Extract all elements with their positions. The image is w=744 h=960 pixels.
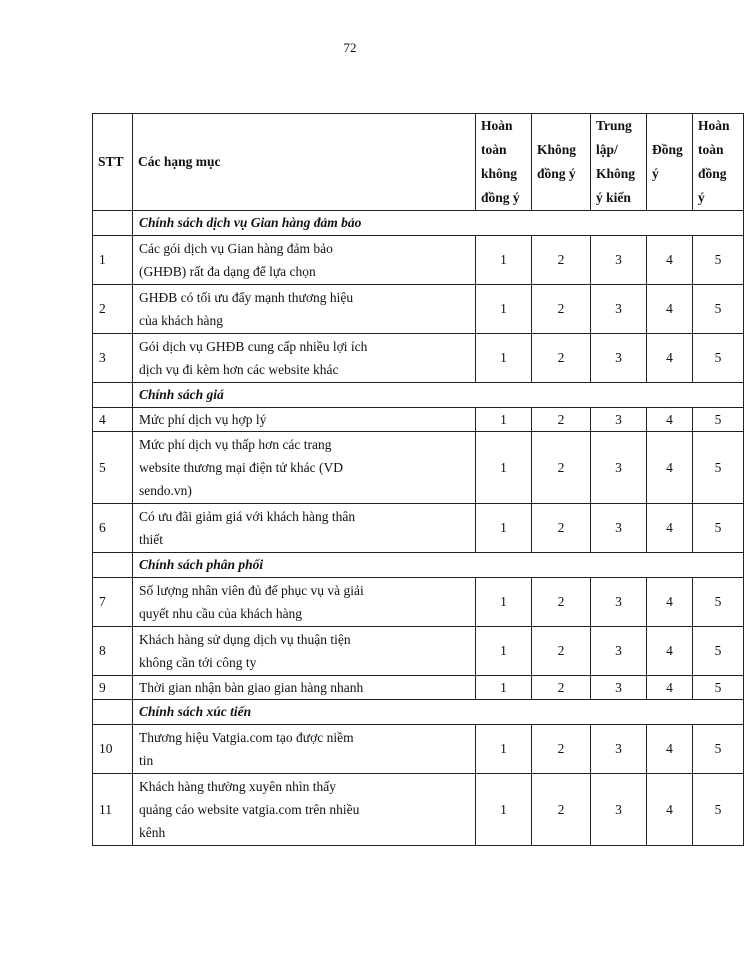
header-item: Các hạng mục bbox=[133, 114, 476, 211]
score-option-4: 4 bbox=[647, 774, 693, 846]
score-option-4: 4 bbox=[647, 408, 693, 432]
score-option-3: 3 bbox=[591, 334, 647, 383]
item-text bbox=[133, 578, 476, 627]
item-text-line: của khách hàng bbox=[139, 313, 223, 328]
item-text bbox=[133, 627, 476, 676]
page-number: 72 bbox=[343, 40, 357, 55]
item-text-line: quyết nhu cầu của khách hàng bbox=[139, 606, 303, 621]
score-option-1: 1 bbox=[476, 774, 532, 846]
table-row bbox=[93, 408, 744, 432]
row-number: 4 bbox=[93, 408, 133, 432]
table-row bbox=[93, 578, 744, 627]
header-line: toàn bbox=[481, 142, 507, 157]
score-option-1: 1 bbox=[476, 236, 532, 285]
table-row bbox=[93, 334, 744, 383]
table-row bbox=[93, 627, 744, 676]
item-text-line: không cần tới công ty bbox=[139, 655, 257, 670]
header-line: ý kiến bbox=[596, 190, 631, 205]
section-blank-cell bbox=[93, 211, 133, 236]
score-option-5: 5 bbox=[693, 285, 744, 334]
item-text-line: Gói dịch vụ GHĐB cung cấp nhiều lợi ích bbox=[139, 339, 368, 354]
item-text-line: quảng cáo website vatgia.com trên nhiều bbox=[139, 802, 360, 817]
item-text-line: Các gói dịch vụ Gian hàng đảm bảo bbox=[139, 241, 333, 256]
header-line: Hoàn bbox=[481, 118, 513, 133]
score-option-2: 2 bbox=[532, 334, 591, 383]
item-text-line: GHĐB có tối ưu đẩy mạnh thương hiệu bbox=[139, 290, 354, 305]
score-option-4: 4 bbox=[647, 432, 693, 504]
score-option-1: 1 bbox=[476, 627, 532, 676]
item-text bbox=[133, 408, 476, 432]
item-text bbox=[133, 432, 476, 504]
score-option-1: 1 bbox=[476, 408, 532, 432]
header-line: đồng ý bbox=[481, 190, 520, 205]
header-line: toàn bbox=[698, 142, 724, 157]
score-option-5: 5 bbox=[693, 774, 744, 846]
item-text-line: Thương hiệu Vatgia.com tạo được niềm bbox=[139, 730, 354, 745]
row-number: 9 bbox=[93, 676, 133, 700]
header-line: đồng bbox=[698, 166, 727, 181]
score-option-4: 4 bbox=[647, 578, 693, 627]
item-text-line: Có ưu đãi giảm giá với khách hàng thân bbox=[139, 509, 356, 524]
item-text-line: Thời gian nhận bàn giao gian hàng nhanh bbox=[139, 680, 364, 695]
section-title: Chính sách giá bbox=[133, 383, 744, 408]
score-option-4: 4 bbox=[647, 504, 693, 553]
section-blank-cell bbox=[93, 700, 133, 725]
score-option-3: 3 bbox=[591, 408, 647, 432]
section-title: Chính sách dịch vụ Gian hàng đảm bảo bbox=[133, 211, 744, 236]
survey-body bbox=[93, 211, 744, 846]
score-option-5: 5 bbox=[693, 236, 744, 285]
header-strongly-agree bbox=[693, 114, 744, 211]
score-option-3: 3 bbox=[591, 578, 647, 627]
score-option-4: 4 bbox=[647, 236, 693, 285]
header-neutral bbox=[591, 114, 647, 211]
row-number: 10 bbox=[93, 725, 133, 774]
header-stt: STT bbox=[93, 114, 133, 211]
section-header-row bbox=[93, 700, 744, 725]
item-text-line: (GHĐB) rất đa dạng để lựa chọn bbox=[139, 264, 316, 279]
item-text-line: thiết bbox=[139, 532, 163, 547]
survey-table bbox=[92, 113, 744, 846]
score-option-2: 2 bbox=[532, 676, 591, 700]
header-disagree bbox=[532, 114, 591, 211]
score-option-3: 3 bbox=[591, 236, 647, 285]
score-option-4: 4 bbox=[647, 725, 693, 774]
table-row bbox=[93, 504, 744, 553]
item-text-line: website thương mại điện tử khác (VD bbox=[139, 460, 343, 475]
header-line: ý bbox=[652, 166, 659, 181]
score-option-4: 4 bbox=[647, 285, 693, 334]
header-line: Không bbox=[537, 142, 577, 157]
table-row bbox=[93, 236, 744, 285]
score-option-5: 5 bbox=[693, 408, 744, 432]
score-option-3: 3 bbox=[591, 774, 647, 846]
table-row bbox=[93, 285, 744, 334]
row-number: 6 bbox=[93, 504, 133, 553]
item-text-line: Khách hàng sử dụng dịch vụ thuận tiện bbox=[139, 632, 351, 647]
score-option-2: 2 bbox=[532, 285, 591, 334]
score-option-1: 1 bbox=[476, 578, 532, 627]
section-blank-cell bbox=[93, 553, 133, 578]
item-text-line: tin bbox=[139, 753, 154, 768]
score-option-5: 5 bbox=[693, 725, 744, 774]
score-option-1: 1 bbox=[476, 504, 532, 553]
table-row bbox=[93, 432, 744, 504]
item-text bbox=[133, 676, 476, 700]
header-line: Đồng bbox=[652, 142, 683, 157]
item-text-line: sendo.vn) bbox=[139, 483, 192, 498]
section-header-row bbox=[93, 553, 744, 578]
header-row bbox=[93, 114, 744, 211]
section-header-row bbox=[93, 211, 744, 236]
table-row bbox=[93, 725, 744, 774]
score-option-1: 1 bbox=[476, 432, 532, 504]
score-option-2: 2 bbox=[532, 236, 591, 285]
score-option-5: 5 bbox=[693, 504, 744, 553]
row-number: 1 bbox=[93, 236, 133, 285]
score-option-1: 1 bbox=[476, 334, 532, 383]
score-option-2: 2 bbox=[532, 504, 591, 553]
row-number: 3 bbox=[93, 334, 133, 383]
table-row bbox=[93, 774, 744, 846]
header-line: lập/ bbox=[596, 142, 618, 157]
header-line: Không bbox=[596, 166, 636, 181]
item-text bbox=[133, 504, 476, 553]
header-strongly-disagree bbox=[476, 114, 532, 211]
score-option-3: 3 bbox=[591, 504, 647, 553]
item-text-line: dịch vụ đi kèm hơn các website khác bbox=[139, 362, 339, 377]
header-line: đồng ý bbox=[537, 166, 576, 181]
score-option-2: 2 bbox=[532, 627, 591, 676]
item-text bbox=[133, 236, 476, 285]
section-title: Chính sách phân phối bbox=[133, 553, 744, 578]
score-option-5: 5 bbox=[693, 676, 744, 700]
score-option-1: 1 bbox=[476, 285, 532, 334]
table-row bbox=[93, 676, 744, 700]
score-option-3: 3 bbox=[591, 676, 647, 700]
score-option-3: 3 bbox=[591, 725, 647, 774]
header-line: ý bbox=[698, 190, 705, 205]
score-option-4: 4 bbox=[647, 627, 693, 676]
row-number: 2 bbox=[93, 285, 133, 334]
header-agree bbox=[647, 114, 693, 211]
score-option-5: 5 bbox=[693, 578, 744, 627]
score-option-2: 2 bbox=[532, 725, 591, 774]
score-option-2: 2 bbox=[532, 432, 591, 504]
item-text bbox=[133, 725, 476, 774]
score-option-3: 3 bbox=[591, 285, 647, 334]
item-text-line: Mức phí dịch vụ thấp hơn các trang bbox=[139, 437, 332, 452]
score-option-4: 4 bbox=[647, 334, 693, 383]
header-line: Trung bbox=[596, 118, 632, 133]
score-option-2: 2 bbox=[532, 408, 591, 432]
row-number: 8 bbox=[93, 627, 133, 676]
section-blank-cell bbox=[93, 383, 133, 408]
score-option-4: 4 bbox=[647, 676, 693, 700]
score-option-1: 1 bbox=[476, 725, 532, 774]
item-text-line: Khách hàng thường xuyên nhìn thấy bbox=[139, 779, 337, 794]
item-text bbox=[133, 285, 476, 334]
row-number: 7 bbox=[93, 578, 133, 627]
score-option-5: 5 bbox=[693, 432, 744, 504]
score-option-5: 5 bbox=[693, 334, 744, 383]
header-line: Hoàn bbox=[698, 118, 730, 133]
row-number: 11 bbox=[93, 774, 133, 846]
row-number: 5 bbox=[93, 432, 133, 504]
section-title: Chính sách xúc tiến bbox=[133, 700, 744, 725]
item-text-line: kênh bbox=[139, 825, 166, 840]
score-option-3: 3 bbox=[591, 627, 647, 676]
score-option-2: 2 bbox=[532, 578, 591, 627]
item-text bbox=[133, 334, 476, 383]
item-text bbox=[133, 774, 476, 846]
score-option-2: 2 bbox=[532, 774, 591, 846]
item-text-line: Số lượng nhân viên đủ để phục vụ và giải bbox=[139, 583, 364, 598]
item-text-line: Mức phí dịch vụ hợp lý bbox=[139, 412, 267, 427]
score-option-1: 1 bbox=[476, 676, 532, 700]
score-option-3: 3 bbox=[591, 432, 647, 504]
score-option-5: 5 bbox=[693, 627, 744, 676]
section-header-row bbox=[93, 383, 744, 408]
header-line: không bbox=[481, 166, 518, 181]
